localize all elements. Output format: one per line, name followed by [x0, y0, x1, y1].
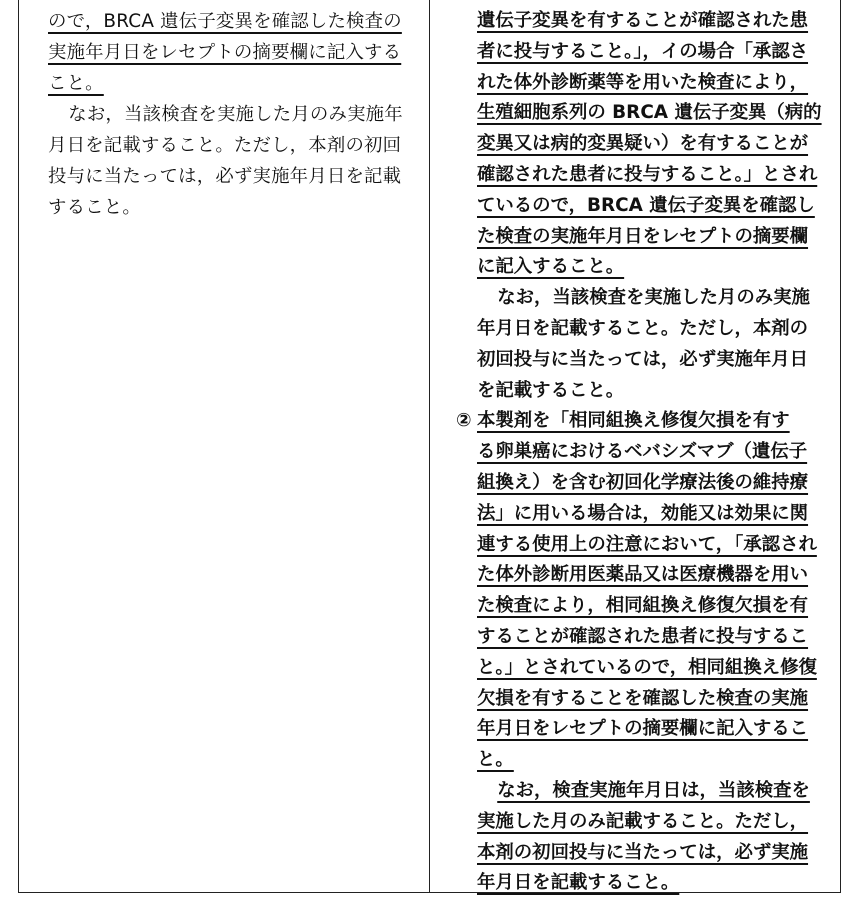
- text-line: [48, 161, 422, 192]
- text-line: [456, 345, 836, 376]
- text-line: [456, 129, 836, 160]
- text-line: [456, 745, 836, 776]
- text-line: [456, 437, 836, 468]
- text-line: [456, 376, 836, 407]
- text-line: [456, 807, 836, 838]
- text-line: [456, 499, 836, 530]
- text-line: [456, 776, 836, 807]
- text-line: [456, 98, 836, 129]
- table-right-border: [840, 0, 841, 893]
- text-line: [456, 653, 836, 684]
- text-line: [456, 191, 836, 222]
- line-text: 月日を記載すること。ただし，本剤の初回: [48, 135, 402, 156]
- text-line: [456, 530, 836, 561]
- text-line: [456, 314, 836, 345]
- line-text: 初回投与に当たっては，必ず実施年月日: [477, 348, 809, 370]
- line-text: 本製剤を「相同組換え修復欠損を有す: [477, 410, 790, 432]
- item-number-mark: ②: [456, 410, 472, 432]
- line-text: 連する使用上の注意において，「承認され: [477, 533, 817, 555]
- text-line: [456, 714, 836, 745]
- text-line: [456, 406, 836, 437]
- comparison-table: [18, 0, 841, 893]
- text-line: [456, 684, 836, 715]
- text-line: [456, 6, 836, 37]
- line-text: すること。: [48, 197, 141, 218]
- line-text: こと。: [48, 73, 104, 94]
- text-line: [48, 37, 422, 68]
- line-text: れた体外診断薬等を用いた検査により，: [477, 71, 809, 93]
- line-text: を記載すること。: [477, 379, 625, 401]
- text-line: [456, 838, 836, 869]
- line-text: 投与に当たっては，必ず実施年月日を記載: [48, 166, 402, 187]
- line-text: ので，BRCA 遺伝子変異を確認した検査の: [48, 11, 402, 32]
- line-text: と。: [477, 749, 514, 771]
- left-column-text: [48, 6, 422, 223]
- table-left-border: [18, 0, 19, 893]
- text-line: [456, 222, 836, 253]
- text-line: [48, 192, 422, 223]
- line-text: 確認された患者に投与すること。」とされ: [477, 163, 818, 185]
- line-text: 法」に用いる場合は，効能又は効果に関: [477, 502, 809, 524]
- text-line: [456, 252, 836, 283]
- text-line: [456, 591, 836, 622]
- line-text: た体外診断用医薬品又は医療機器を用い: [477, 564, 809, 586]
- line-text: た検査の実施年月日をレセプトの摘要欄: [477, 225, 809, 247]
- line-text: 実施年月日をレセプトの摘要欄に記入する: [48, 42, 402, 63]
- line-text: と。」とされているので，相同組換え修復: [477, 656, 817, 678]
- line-text: た検査により，相同組換え修復欠損を有: [477, 595, 809, 617]
- text-line: [456, 283, 836, 314]
- right-column-text: [456, 6, 836, 899]
- line-text: なお，当該検査を実施した月のみ実施: [497, 287, 810, 309]
- line-text: 遺伝子変異を有することが確認された患: [477, 10, 809, 31]
- line-text: なお，当該検査を実施した月のみ実施年: [68, 104, 403, 125]
- line-text: なお，検査実施年月日は，当該検査を: [497, 779, 810, 801]
- line-text: に記入すること。: [477, 256, 625, 278]
- text-line: [456, 468, 836, 499]
- text-line: [48, 130, 422, 161]
- line-text: 年月日を記載すること。ただし，本剤の: [477, 317, 809, 339]
- text-line: [456, 37, 836, 68]
- line-text: 本剤の初回投与に当たっては，必ず実施: [477, 841, 809, 863]
- text-line: [456, 68, 836, 99]
- line-text: 年月日を記載すること。: [477, 872, 680, 894]
- line-text: 者に投与すること。」，イの場合「承認さ: [477, 40, 809, 62]
- line-text: 組換え）を含む初回化学療法後の維持療: [477, 471, 809, 493]
- text-line: [456, 868, 836, 899]
- table-column-divider: [429, 0, 430, 893]
- line-text: 実施した月のみ記載すること。ただし，: [477, 810, 809, 832]
- line-text: 生殖細胞系列の BRCA 遺伝子変異（病的: [477, 102, 822, 124]
- text-line: [48, 68, 422, 99]
- line-text: ているので，BRCA 遺伝子変異を確認し: [477, 194, 815, 216]
- text-line: [456, 560, 836, 591]
- line-text: 年月日をレセプトの摘要欄に記入するこ: [477, 718, 809, 740]
- text-line: [456, 622, 836, 653]
- line-text: 変異又は病的変異疑い）を有することが: [477, 133, 809, 155]
- line-text: 欠損を有することを確認した検査の実施: [477, 687, 809, 709]
- line-text: る卵巣癌におけるベバシズマブ（遺伝子: [477, 441, 808, 463]
- text-line: [48, 99, 422, 130]
- line-text: することが確認された患者に投与するこ: [477, 625, 809, 647]
- text-line: [48, 6, 422, 37]
- text-line: [456, 160, 836, 191]
